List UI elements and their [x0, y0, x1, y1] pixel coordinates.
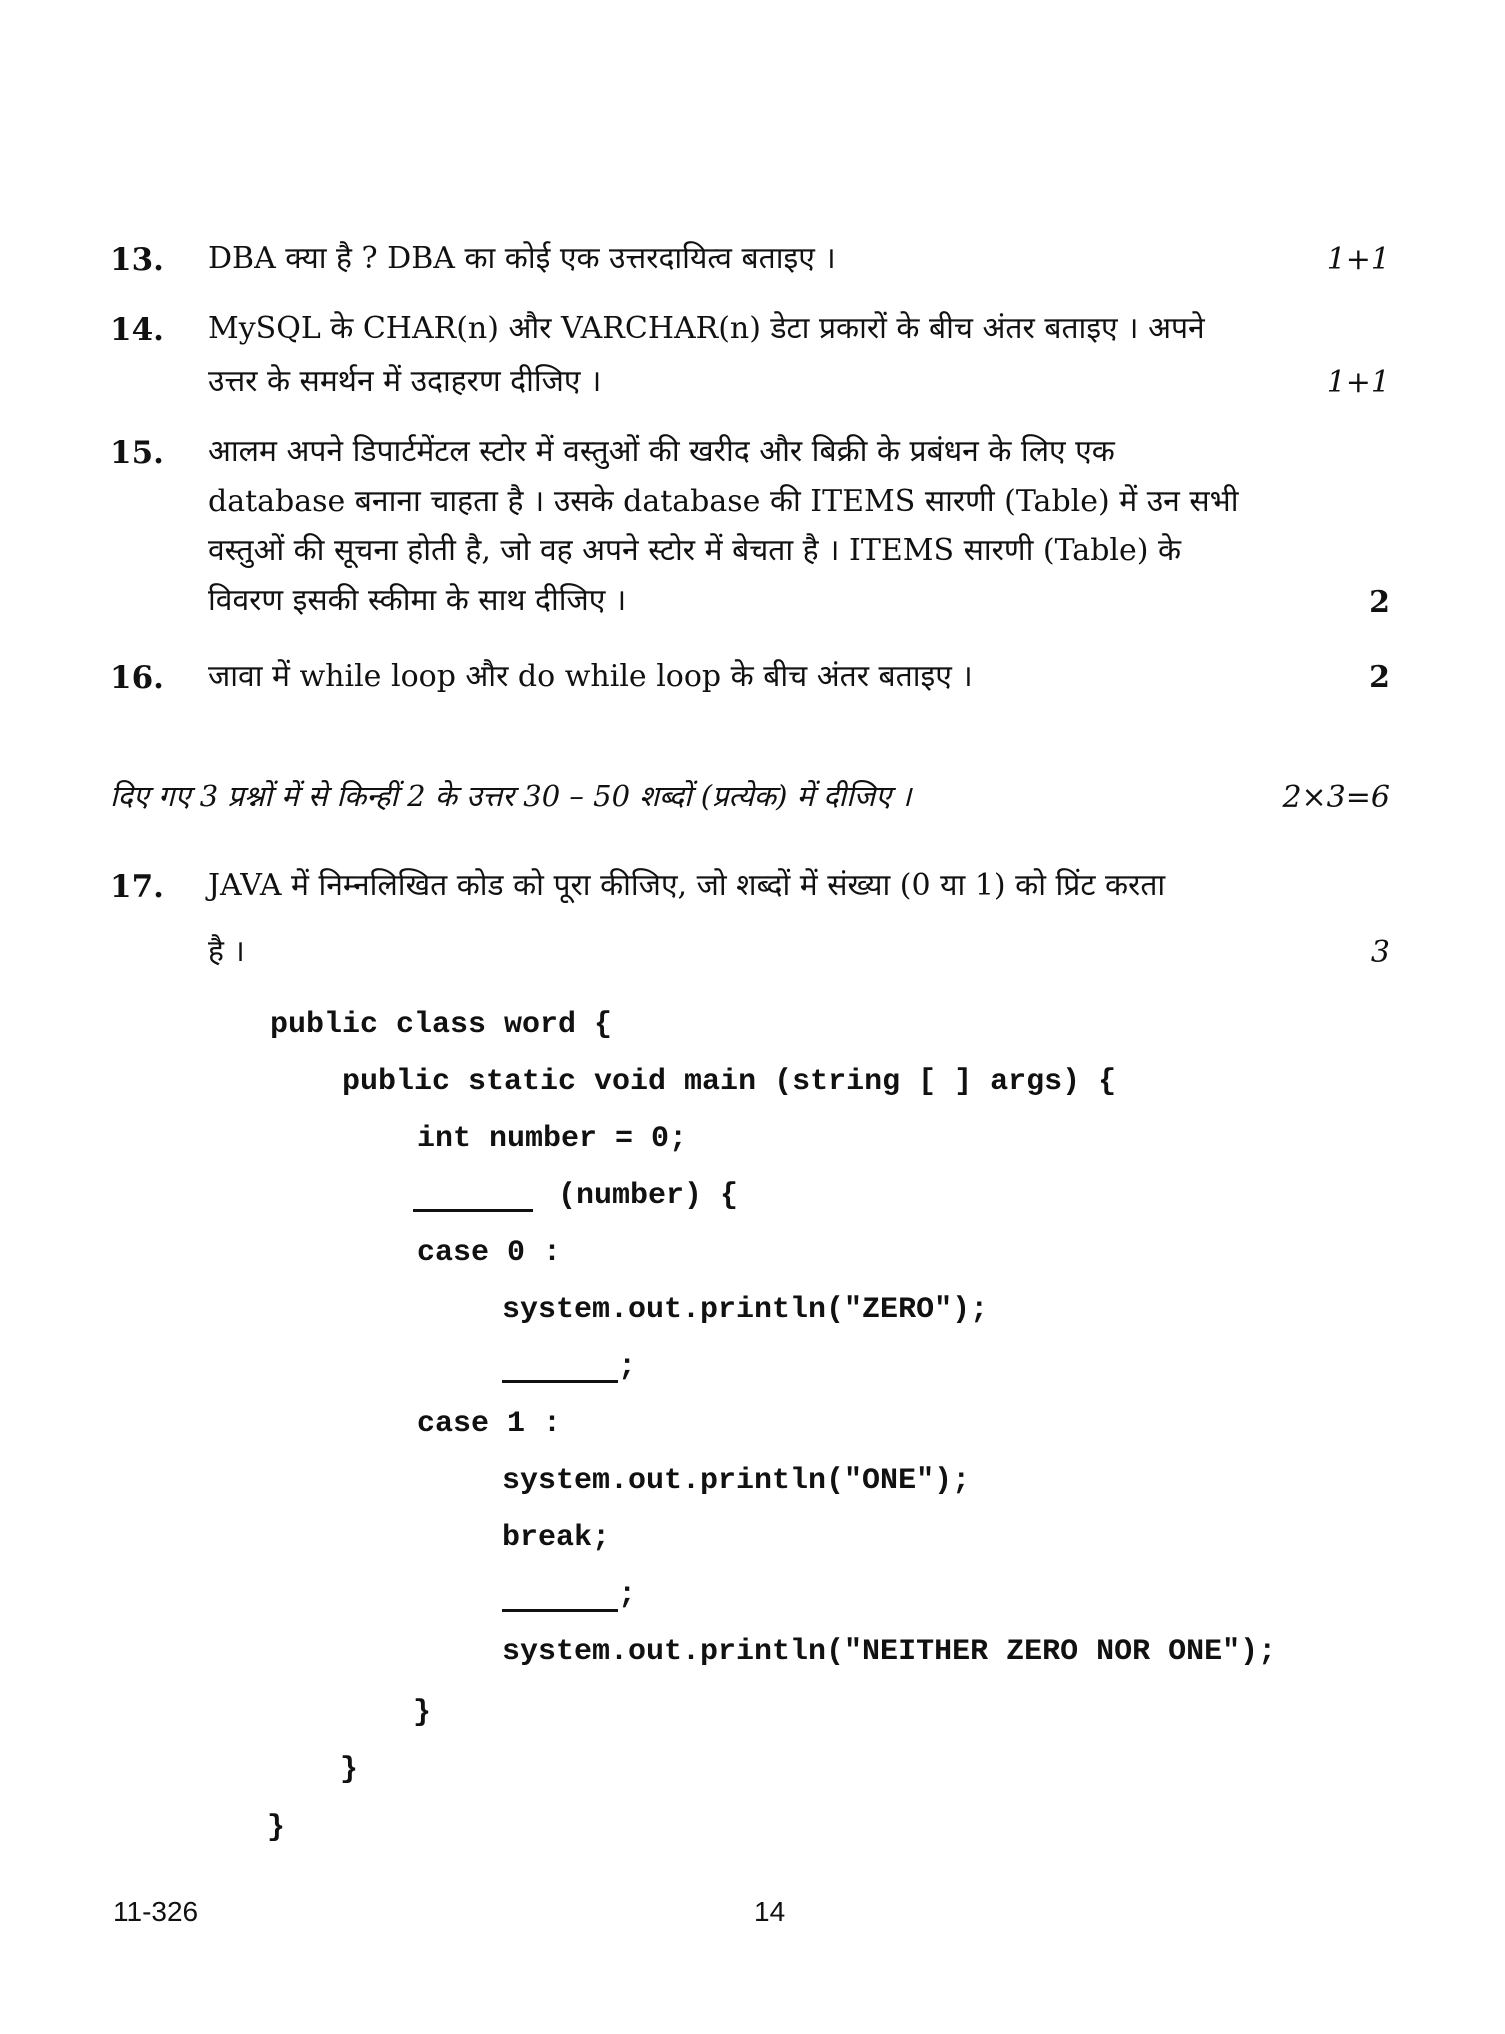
code-line: (number) { — [558, 1179, 739, 1213]
code-line: system.out.println("ZERO"); — [502, 1293, 989, 1327]
code-line: } — [340, 1753, 359, 1787]
question-number: 14. — [110, 312, 164, 348]
question-text-line: है । — [208, 934, 245, 969]
question-number: 17. — [110, 869, 164, 905]
code-line: ; — [618, 1350, 637, 1384]
question-text-line: वस्तुओं की सूचना होती है, जो वह अपने स्टोर में बेचता है । ITEMS सारणी (Table) के — [208, 533, 1182, 568]
question-marks: 2 — [1369, 660, 1390, 695]
code-line: system.out.println("ONE"); — [502, 1464, 971, 1498]
question-number: 16. — [110, 660, 164, 696]
code-line: case 1 : — [417, 1407, 562, 1441]
question-marks: 2 — [1369, 585, 1390, 620]
code-line: public static void main (string [ ] args) { — [342, 1065, 1117, 1099]
question-text-line: DBA क्या है ? DBA का कोई एक उत्तरदायित्व बताइए । — [208, 241, 836, 276]
question-text-line: जावा में while loop और do while loop के बीच अंतर बताइए । — [208, 659, 973, 694]
paper-code: 11-326 — [113, 1896, 199, 1927]
page-number: 14 — [754, 1896, 786, 1927]
code-line: system.out.println("NEITHER ZERO NOR ONE"); — [502, 1635, 1277, 1669]
question-marks: 3 — [1370, 935, 1390, 970]
question-number: 13. — [110, 242, 164, 278]
question-text-line: MySQL के CHAR(n) और VARCHAR(n) डेटा प्रकारों के बीच अंतर बताइए । अपने — [208, 311, 1205, 346]
code-line: case 0 : — [417, 1236, 562, 1270]
instruction-text: दिए गए 3 प्रश्नों में से किन्हीं 2 के उत्तर 30 – 50 शब्दों (प्रत्येक) में दीजिए । — [110, 779, 912, 813]
fill-in-blank[interactable] — [413, 1209, 533, 1212]
code-line: ; — [618, 1578, 637, 1612]
code-line: int number = 0; — [417, 1122, 688, 1156]
question-text-line: उत्तर के समर्थन में उदाहरण दीजिए । — [208, 364, 602, 399]
question-text-line: JAVA में निम्नलिखित कोड को पूरा कीजिए, जो शब्दों में संख्या (0 या 1) को प्रिंट करता — [208, 868, 1166, 903]
question-marks: 1+1 — [1326, 242, 1390, 277]
code-line: } — [413, 1696, 432, 1730]
code-line: } — [267, 1811, 286, 1845]
code-line: break; — [502, 1521, 611, 1555]
question-text-line: database बनाना चाहता है । उसके database की ITEMS सारणी (Table) में उन सभी — [208, 484, 1239, 519]
fill-in-blank[interactable] — [502, 1380, 618, 1383]
question-number: 15. — [110, 435, 164, 471]
code-line: public class word { — [270, 1008, 613, 1042]
question-marks: 1+1 — [1326, 365, 1390, 400]
question-text-line: आलम अपने डिपार्टमेंटल स्टोर में वस्तुओं की खरीद और बिक्री के प्रबंधन के लिए एक — [208, 434, 1115, 469]
section-marks: 2×3=6 — [1282, 780, 1390, 815]
question-text-line: विवरण इसकी स्कीमा के साथ दीजिए । — [208, 583, 627, 618]
fill-in-blank[interactable] — [502, 1609, 618, 1612]
